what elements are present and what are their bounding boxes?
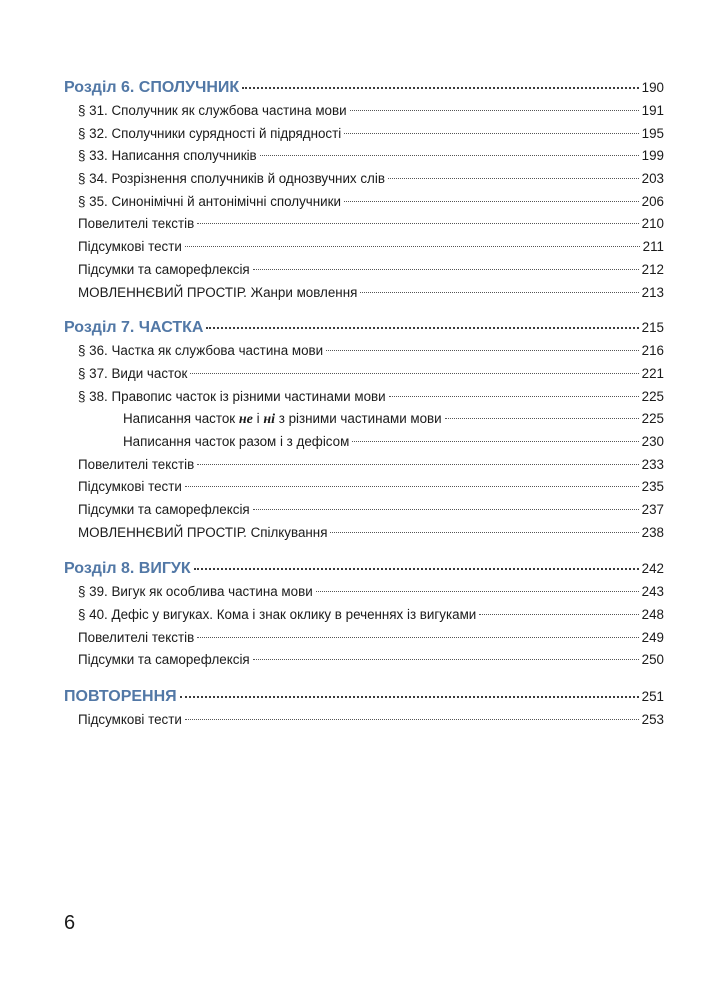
section-spacer: [64, 544, 664, 557]
dot-leader: [197, 637, 638, 638]
particle-ni: ні: [263, 412, 275, 428]
toc-entry[interactable]: [64, 145, 664, 168]
page-ref: 251: [641, 689, 664, 705]
entry-title: Повелителі текстів: [78, 456, 195, 472]
dot-leader: [388, 178, 639, 179]
dot-leader: [185, 246, 640, 247]
toc-entry[interactable]: [64, 168, 664, 191]
entry-title: Підсумкові тести: [78, 239, 182, 255]
dot-leader: [344, 201, 639, 202]
dot-leader: [352, 441, 638, 442]
section-title: Розділ 7. ЧАСТКА: [64, 319, 204, 337]
page-ref: 211: [642, 239, 664, 255]
toc-entry[interactable]: [64, 386, 664, 409]
page-ref: 237: [641, 502, 664, 517]
toc-entry[interactable]: [64, 709, 664, 732]
entry-title: Підсумки та саморефлексія: [78, 502, 250, 517]
entry-title: § 33. Написання сполучників: [78, 148, 257, 164]
entry-title: МОВЛЕННЄВИЙ ПРОСТІР. Жанри мовлення: [78, 284, 358, 300]
dot-leader: [185, 486, 639, 487]
dot-leader: [206, 327, 638, 329]
page-ref: 216: [641, 343, 664, 359]
dot-leader: [180, 696, 639, 698]
page-ref: 213: [641, 284, 664, 300]
dot-leader: [479, 614, 638, 615]
entry-title: § 36. Частка як службова частина мови: [78, 343, 324, 359]
page-ref: 230: [641, 433, 664, 449]
page-ref: 199: [641, 148, 664, 164]
page-ref: 233: [641, 456, 664, 472]
toc-section-heading[interactable]: [64, 76, 664, 100]
page-ref: 248: [641, 607, 664, 623]
toc-entry[interactable]: [64, 454, 664, 477]
page-ref: 206: [641, 193, 664, 209]
toc-entry[interactable]: [64, 100, 664, 123]
dot-leader: [242, 87, 639, 89]
section-spacer: [64, 304, 664, 316]
toc-section-heading[interactable]: [64, 316, 664, 340]
dot-leader: [197, 464, 638, 465]
entry-title: § 39. Вигук як особлива частина мови: [78, 584, 313, 600]
section-title: ПОВТОРЕННЯ: [64, 688, 177, 706]
entry-text-part: і: [252, 411, 264, 427]
page-ref: 225: [641, 388, 664, 404]
page-ref: 253: [641, 712, 664, 728]
dot-leader: [197, 223, 638, 224]
dot-leader: [316, 591, 639, 592]
page-ref: 190: [641, 80, 664, 95]
entry-title: § 40. Дефіс у вигуках. Кома і знак оклику в реченнях із вигуками: [78, 607, 477, 623]
dot-leader: [253, 659, 639, 660]
toc-subentry[interactable]: [64, 408, 664, 431]
page-ref: 250: [641, 652, 664, 668]
entry-title: § 37. Види часток: [78, 365, 188, 381]
page-ref: 195: [641, 125, 664, 141]
toc-entry[interactable]: [64, 476, 664, 499]
page-ref: 215: [641, 320, 664, 336]
toc-entry[interactable]: [64, 236, 664, 259]
page-ref: 225: [641, 411, 664, 427]
page-ref: 249: [641, 629, 664, 645]
toc-entry[interactable]: [64, 123, 664, 146]
particle-ne: не: [238, 412, 253, 428]
dot-leader: [445, 418, 639, 419]
toc-entry[interactable]: [64, 522, 664, 545]
dot-leader: [260, 155, 639, 156]
page-ref: 203: [641, 171, 664, 187]
dot-leader: [185, 719, 639, 720]
entry-title: § 32. Сполучники сурядності й підрядності: [78, 125, 342, 141]
toc-entry[interactable]: [64, 581, 664, 604]
toc-section-heading[interactable]: [64, 557, 664, 581]
entry-title: [123, 408, 442, 432]
page-ref: 238: [641, 524, 664, 540]
page-ref: 242: [641, 561, 664, 577]
dot-leader: [344, 133, 638, 134]
toc-entry[interactable]: [64, 282, 664, 305]
entry-title: § 38. Правопис часток із різними частинами мови: [78, 388, 386, 404]
section-title: Розділ 8. ВИГУК: [64, 560, 191, 578]
page-ref: 221: [641, 365, 664, 381]
dot-leader: [389, 396, 639, 397]
section-title: Розділ 6. СПОЛУЧНИК: [64, 79, 240, 96]
page-ref: 243: [641, 584, 664, 600]
entry-title: Підсумкові тести: [78, 479, 182, 495]
toc-entry[interactable]: [64, 499, 664, 522]
dot-leader: [330, 532, 638, 533]
toc-entry[interactable]: [64, 191, 664, 214]
entry-title: Повелителі текстів: [78, 216, 195, 232]
entry-title: МОВЛЕННЄВИЙ ПРОСТІР. Спілкування: [78, 524, 328, 540]
dot-leader: [190, 373, 638, 374]
entry-title: § 34. Розрізнення сполучників й однозвучних слів: [78, 171, 385, 187]
page-ref: 210: [641, 216, 664, 232]
dot-leader: [253, 269, 639, 270]
entry-title: § 35. Синонімічні й антонімічні сполучники: [78, 193, 342, 209]
dot-leader: [194, 568, 639, 570]
toc-entry[interactable]: [64, 627, 664, 650]
page-ref: 212: [641, 261, 664, 277]
toc-subentry[interactable]: [64, 431, 664, 454]
page-ref: 191: [641, 103, 664, 118]
section-spacer: [64, 672, 664, 685]
toc-entry[interactable]: [64, 363, 664, 386]
entry-title: Підсумкові тести: [78, 712, 182, 728]
dot-leader: [350, 110, 639, 111]
entry-title: Підсумки та саморефлексія: [78, 652, 250, 668]
toc-section-heading[interactable]: [64, 685, 664, 709]
entry-title: Повелителі текстів: [78, 629, 195, 645]
entry-text-part: Написання часток: [123, 411, 239, 427]
entry-text-part: з різними частинами мови: [274, 411, 442, 427]
toc-entry[interactable]: [64, 649, 664, 672]
page-ref: 235: [641, 479, 664, 495]
dot-leader: [360, 292, 638, 293]
toc-entry[interactable]: [64, 213, 664, 236]
dot-leader: [326, 350, 639, 351]
toc-entry[interactable]: [64, 340, 664, 363]
table-of-contents: [64, 76, 664, 732]
entry-title: Підсумки та саморефлексія: [78, 261, 250, 277]
dot-leader: [253, 509, 639, 510]
page-number: 6: [64, 912, 76, 934]
entry-title: § 31. Сполучник як службова частина мови: [78, 103, 347, 118]
toc-entry[interactable]: [64, 259, 664, 282]
entry-title: Написання часток разом і з дефісом: [123, 433, 350, 449]
toc-entry[interactable]: [64, 604, 664, 627]
